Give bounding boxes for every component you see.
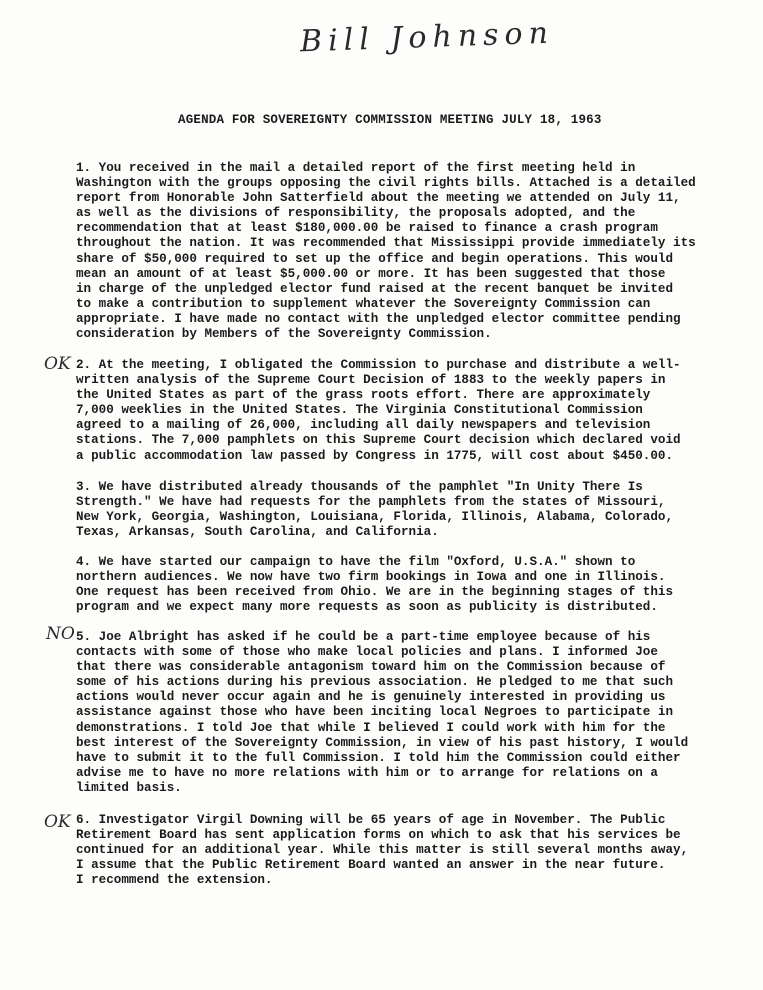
agenda-item-1: 1. You received in the mail a detailed report of the first meeting held in Washington with the groups opposing the civil rights bills. Attached is a detailed report from Honorable John Satterfield about the meeting we attended on July 11, as well as the divisions of responsibility, the proposals adopted, and the recommendation that at least $180,000.00 be raised to finance a crash program throughout the nation. It was recommended that Mississippi provide immediately its share of $50,000 required to set up the office and begin operations. This would mean an amount of at least $5,000.00 or more. It has been suggested that those in charge of the unpledged elector fund raised at the recent banquet be invited to make a contribution to supplement whatever the Sovereignty Commission can appropriate. I have made no contact with the unpledged elector committee pending consideration by Members of the Sovereignty Commission. — [76, 161, 696, 342]
agenda-item-6: 6. Investigator Virgil Downing will be 65 years of age in November. The Public Retirement Board has sent application forms on which to ask that his services be continued for an additional year. While this matter is still several months away, I assume that the Public Retirement Board wanted an answer in the near future. I recommend the extension. — [76, 813, 689, 888]
page-title: AGENDA FOR SOVEREIGNTY COMMISSION MEETING JULY 18, 1963 — [178, 113, 602, 127]
agenda-item-2: 2. At the meeting, I obligated the Commission to purchase and distribute a well- written analysis of the Supreme Court Decision of 1883 to the weekly papers in the United States as part of the grass roots effort. There are approximately 7,000 weeklies in the United States. The Virginia Constitutional Commission agreed to a mailing of 26,000, including all daily newspapers and television stations. The 7,000 pamphlets on this Supreme Court decision which declared void a public accommodation law passed by Congress in 1775, will cost about $450.00. — [76, 358, 681, 463]
agenda-item-3: 3. We have distributed already thousands of the pamphlet "In Unity There Is Strength." We have had requests for the pamphlets from the states of Missouri, New York, Georgia, Washington, Louisiana, Florida, Illinois, Alabama, Colorado, Texas, Arkansas, South Carolina, and California. — [76, 480, 674, 540]
margin-note-ok-item-6: OK — [44, 812, 71, 832]
handwritten-name: Bill Johnson — [299, 15, 555, 60]
margin-note-no-item-5: NO — [46, 624, 75, 644]
margin-note-ok-item-2: OK — [44, 354, 71, 374]
agenda-item-5: 5. Joe Albright has asked if he could be a part-time employee because of his contacts with some of those who make local policies and plans. I informed Joe that there was considerable antagonism toward him on the Commission because of some of his actions during his previous association. He pledged to me that such actions would never occur again and he is genuinely interested in providing us assistance against those who have been inciting local Negroes to participate in demonstrations. I told Joe that while I believed I could work with him for the best interest of the Sovereignty Commission, in view of his past history, I would have to submit it to the full Commission. I told him the Commission could either advise me to have no more relations with him or to arrange for relations on a limited basis. — [76, 630, 689, 795]
agenda-item-4: 4. We have started our campaign to have the film "Oxford, U.S.A." shown to northern audiences. We now have two firm bookings in Iowa and one in Illinois. One request has been received from Ohio. We are in the beginning stages of this program and we expect many more requests as soon as publicity is distributed. — [76, 555, 674, 615]
